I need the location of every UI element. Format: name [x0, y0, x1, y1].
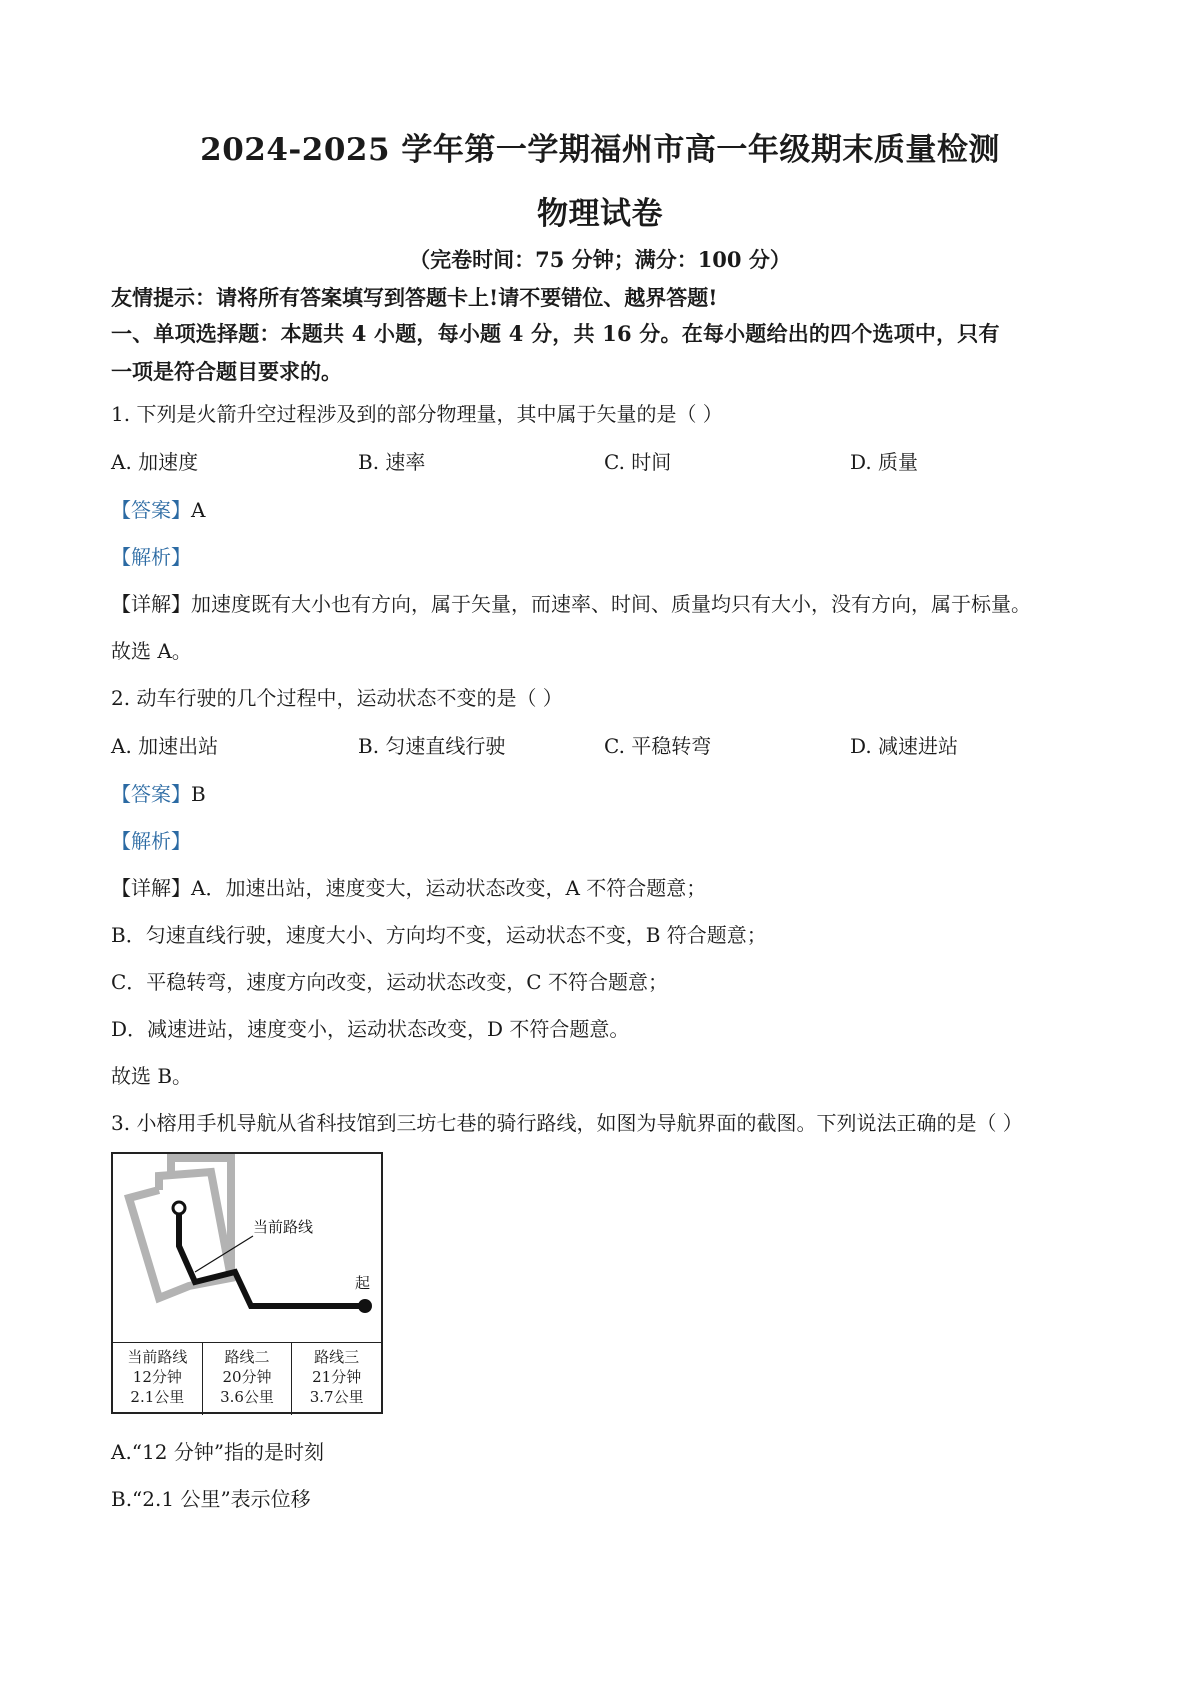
- q1-conclusion: 故选 A。: [111, 639, 192, 663]
- q2-option-c: C. 平稳转弯: [604, 734, 712, 758]
- detail-label: 【详解】: [111, 592, 191, 616]
- route-time: 12分钟: [132, 1368, 182, 1386]
- route-options-table: [113, 1342, 381, 1415]
- route-name: 当前路线: [127, 1348, 188, 1366]
- q2-conclusion: 故选 B。: [111, 1064, 193, 1088]
- q1-detail-text: 加速度既有大小也有方向，属于矢量，而速率、时间、质量均只有大小，没有方向，属于标量。: [191, 592, 1031, 616]
- route-distance: 3.6公里: [220, 1388, 274, 1406]
- q2-detail: [111, 872, 706, 901]
- q2-option-a: A. 加速出站: [111, 734, 219, 758]
- detail-label: 【详解】: [111, 876, 191, 900]
- answer-label: 【答案】: [111, 498, 191, 522]
- route-name: 路线二: [224, 1348, 270, 1366]
- q2-option-b: B. 匀速直线行驶: [358, 734, 506, 758]
- q1-option-a: A. 加速度: [111, 450, 199, 474]
- route-time: 21分钟: [312, 1368, 362, 1386]
- route-distance: 3.7公里: [309, 1388, 364, 1406]
- q2-detail-line-b: B．匀速直线行驶，速度大小、方向均不变，运动状态不变，B 符合题意；: [111, 923, 767, 947]
- q2-analysis-label: 【解析】: [111, 829, 191, 853]
- exam-subtitle: 物理试卷: [537, 196, 663, 232]
- exam-title: 2024-2025 学年第一学期福州市高一年级期末质量检测: [200, 132, 1000, 168]
- q1-answer-value: A: [191, 498, 206, 522]
- route-name: 路线三: [314, 1348, 360, 1366]
- q2-option-d: D. 减速进站: [850, 734, 959, 758]
- destination-marker-icon: [173, 1202, 185, 1214]
- q2-detail-text: A．加速出站，速度变大，运动状态改变，A 不符合题意；: [191, 876, 707, 900]
- q2-answer-value: B: [191, 782, 206, 806]
- q3-option-a: A.“12 分钟”指的是时刻: [111, 1440, 325, 1464]
- q3-stem: 3. 小榕用手机导航从省科技馆到三坊七巷的骑行路线，如图为导航界面的截图。下列说法正确的是（ ）: [111, 1111, 1023, 1135]
- current-route-map-label: 当前路线: [253, 1220, 314, 1236]
- start-marker-icon: [358, 1299, 372, 1313]
- section-heading-line1: 一、单项选择题：本题共 4 小题，每小题 4 分，共 16 分。在每小题给出的四个选项中，只有: [111, 321, 1000, 346]
- q2-detail-line-d: D．减速进站，速度变小，运动状态改变，D 不符合题意。: [111, 1017, 630, 1041]
- q1-detail: [111, 588, 1031, 617]
- q1-answer: [111, 494, 205, 523]
- q2-detail-line-c: C．平稳转弯，速度方向改变，运动状态改变，C 不符合题意；: [111, 970, 668, 994]
- route-option-three[interactable]: [291, 1343, 381, 1415]
- q1-stem: 1. 下列是火箭升空过程涉及到的部分物理量，其中属于矢量的是（ ）: [111, 402, 723, 426]
- q1-option-d: D. 质量: [850, 450, 919, 474]
- route-option-two[interactable]: [202, 1343, 292, 1415]
- section-heading-line2: 一项是符合题目要求的。: [111, 359, 342, 384]
- route-time: 20分钟: [222, 1368, 272, 1386]
- answer-label: 【答案】: [111, 782, 191, 806]
- route-map: [113, 1154, 381, 1342]
- q1-option-b: B. 速率: [358, 450, 426, 474]
- route-distance: 2.1公里: [130, 1388, 185, 1406]
- exam-info: （完卷时间：75 分钟；满分：100 分）: [409, 247, 791, 272]
- navigation-screenshot: [111, 1152, 383, 1414]
- q2-answer: [111, 778, 206, 807]
- q1-analysis-label: 【解析】: [111, 545, 191, 569]
- q3-option-b: B.“2.1 公里”表示位移: [111, 1487, 311, 1511]
- q2-stem: 2. 动车行驶的几个过程中，运动状态不变的是（ ）: [111, 686, 563, 710]
- q1-option-c: C. 时间: [604, 450, 672, 474]
- friendly-tip: 友情提示：请将所有答案填写到答题卡上!请不要错位、越界答题!: [111, 285, 718, 310]
- route-option-current[interactable]: [113, 1343, 202, 1415]
- start-label: 起: [355, 1276, 371, 1292]
